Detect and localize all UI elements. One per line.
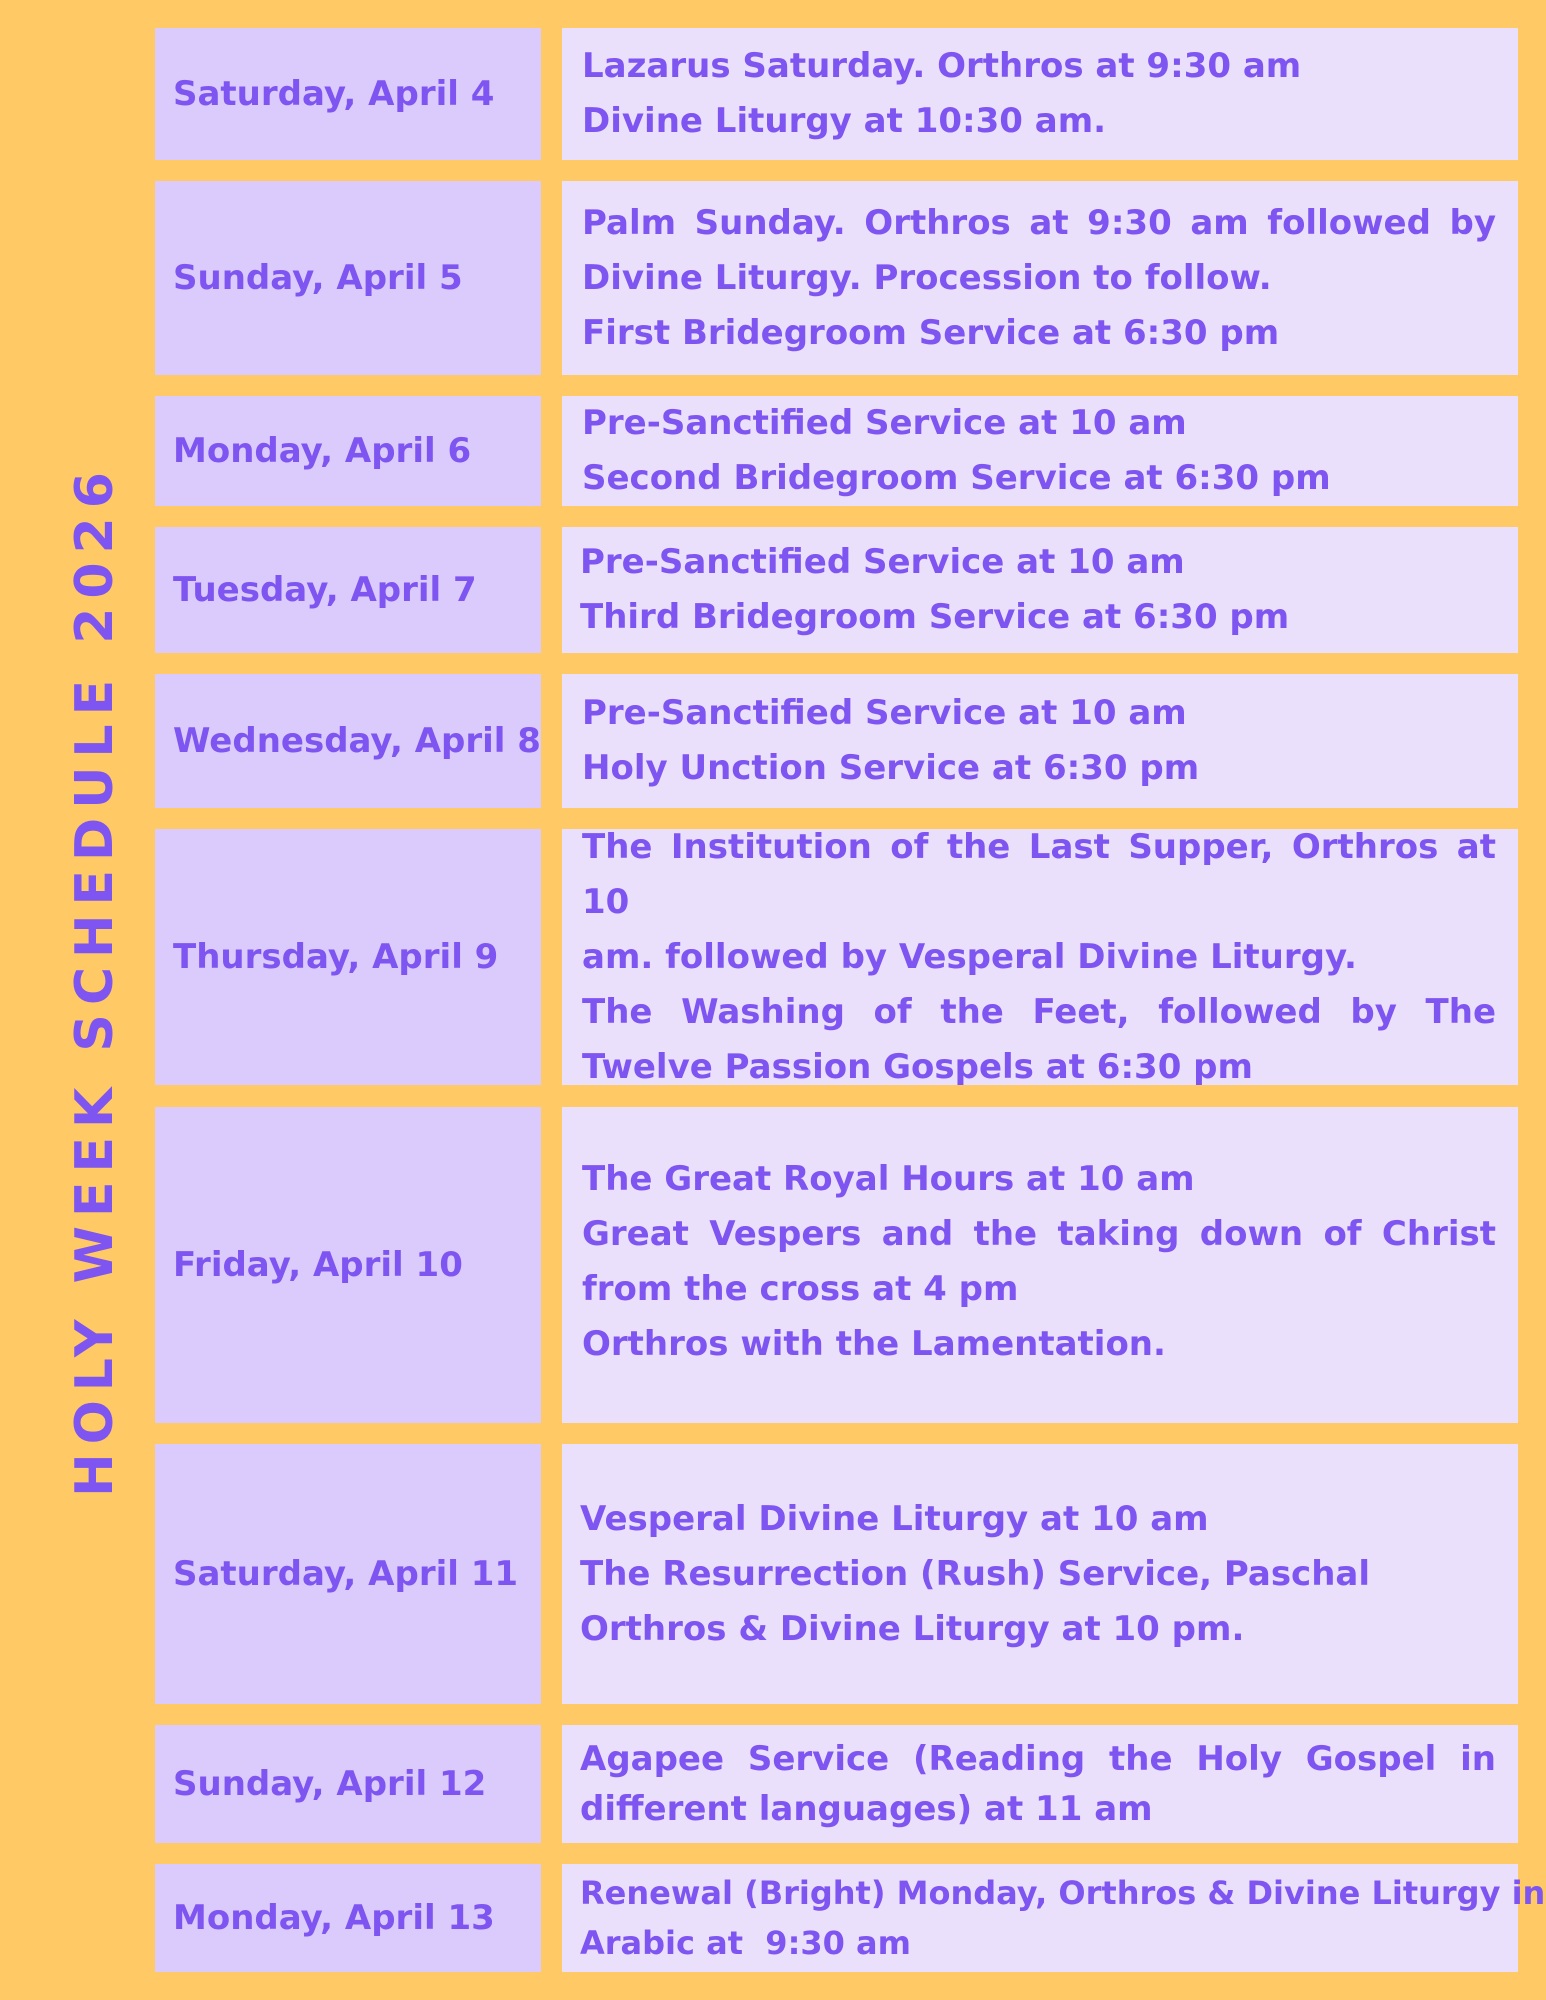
- description-line: Arabic at 9:30 am: [580, 1924, 911, 1962]
- row-description: [562, 181, 1518, 375]
- schedule-row: [0, 28, 1546, 160]
- schedule-row: [0, 1107, 1546, 1423]
- schedule-row: [0, 674, 1546, 808]
- row-description: [562, 28, 1518, 160]
- row-description: [562, 1725, 1518, 1843]
- description-line: Holy Unction Service at 6:30 pm: [582, 748, 1200, 788]
- description-line: The Washing of the Feet, followed by The: [582, 991, 1496, 1032]
- row-date: Sunday, April 12: [155, 1725, 541, 1843]
- schedule-row: [0, 1444, 1546, 1704]
- description-line: The Institution of the Last Supper, Orthros at 10: [582, 826, 1496, 922]
- description-line: Agapee Service (Reading the Holy Gospel in: [580, 1739, 1496, 1779]
- description-line: Orthros & Divine Liturgy at 10 pm.: [580, 1608, 1245, 1649]
- description-line: Divine Liturgy. Procession to follow.: [582, 257, 1272, 298]
- schedule-title: HOLY WEEK SCHEDULE 2026: [65, 463, 125, 1497]
- schedule-row: [0, 1725, 1546, 1843]
- description-line: Pre-Sanctified Service at 10 am: [582, 693, 1187, 733]
- description-line: Twelve Passion Gospels at 6:30 pm: [582, 1046, 1253, 1087]
- description-line: Great Vespers and the taking down of Christ: [582, 1214, 1496, 1254]
- description-line: Renewal (Bright) Monday, Orthros & Divine Liturgy in: [580, 1874, 1546, 1912]
- row-date: Monday, April 6: [155, 396, 541, 506]
- row-date: Saturday, April 11: [155, 1444, 541, 1704]
- row-date: Tuesday, April 7: [155, 527, 541, 653]
- schedule-row: [0, 527, 1546, 653]
- description-line: First Bridegroom Service at 6:30 pm: [582, 312, 1280, 353]
- description-line: Palm Sunday. Orthros at 9:30 am followed by: [582, 202, 1496, 243]
- row-description: [562, 1444, 1518, 1704]
- row-date: Friday, April 10: [155, 1107, 541, 1423]
- schedule-row: [0, 826, 1546, 1087]
- row-description: [562, 826, 1518, 1087]
- description-line: Pre-Sanctified Service at 10 am: [580, 542, 1185, 582]
- row-date: Sunday, April 5: [155, 181, 541, 375]
- description-line: The Resurrection (Rush) Service, Paschal: [580, 1553, 1371, 1594]
- schedule-row: [0, 396, 1546, 506]
- description-line: Pre-Sanctified Service at 10 am: [582, 403, 1187, 443]
- row-date: Monday, April 13: [155, 1864, 541, 1972]
- description-line: different languages) at 11 am: [580, 1789, 1153, 1829]
- description-line: Divine Liturgy at 10:30 am.: [582, 101, 1107, 141]
- row-date: Saturday, April 4: [155, 28, 541, 160]
- row-description: [562, 1107, 1518, 1423]
- description-line: Orthros with the Lamentation.: [582, 1324, 1166, 1364]
- description-line: Third Bridegroom Service at 6:30 pm: [580, 597, 1290, 637]
- row-description: [562, 674, 1518, 808]
- description-line: The Great Royal Hours at 10 am: [582, 1159, 1195, 1199]
- row-description: [562, 1864, 1546, 1972]
- description-line: am. followed by Vesperal Divine Liturgy.: [582, 936, 1357, 977]
- description-line: Second Bridegroom Service at 6:30 pm: [582, 458, 1331, 498]
- row-date: Thursday, April 9: [155, 829, 541, 1085]
- row-description: [562, 396, 1518, 506]
- row-description: [562, 527, 1518, 653]
- schedule-row: [0, 1864, 1546, 1972]
- description-line: Vesperal Divine Liturgy at 10 am: [580, 1498, 1209, 1539]
- description-line: Lazarus Saturday. Orthros at 9:30 am: [582, 46, 1302, 86]
- schedule-row: [0, 181, 1546, 375]
- row-date: Wednesday, April 8: [155, 674, 541, 808]
- description-line: from the cross at 4 pm: [582, 1269, 1019, 1309]
